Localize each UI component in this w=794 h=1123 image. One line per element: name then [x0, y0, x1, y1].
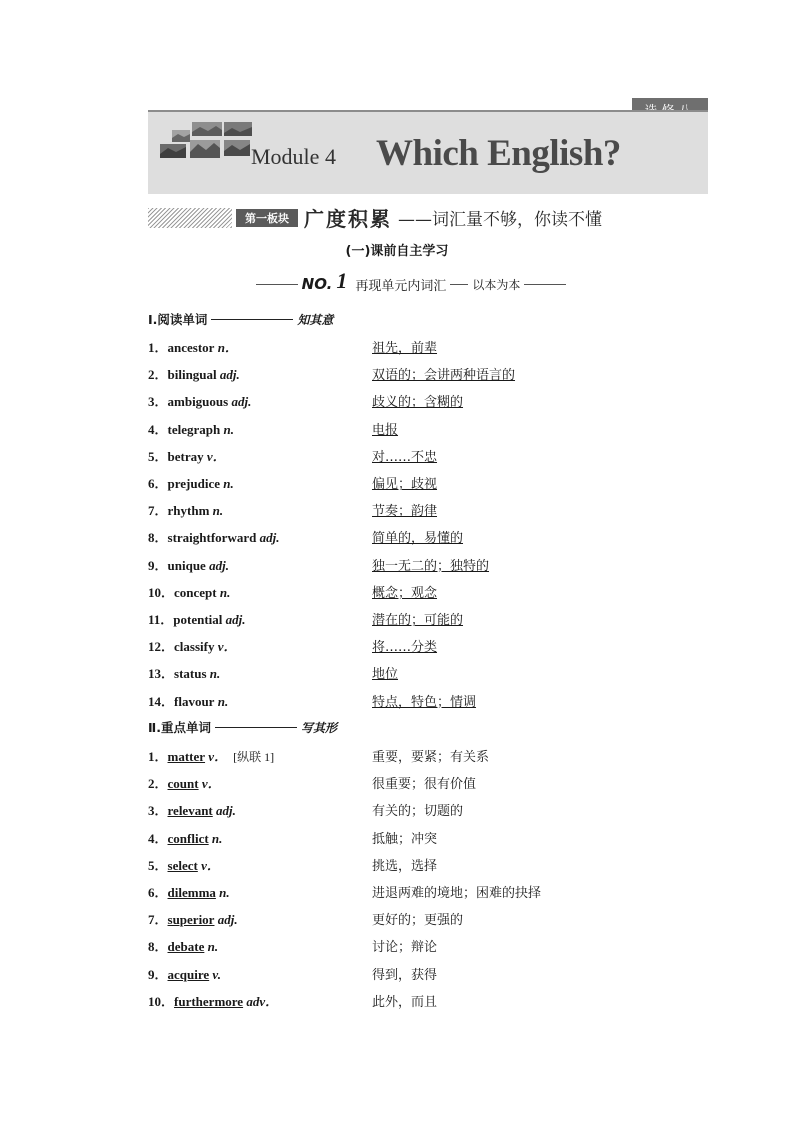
vocab-number: 4．: [148, 830, 168, 846]
vocab-pos: adj.: [214, 912, 238, 928]
vocab-row: [148, 691, 708, 711]
dash-mid: [450, 284, 468, 285]
vocab-english: [148, 500, 223, 519]
hatch-decoration: [148, 208, 232, 228]
vocab-row: [148, 419, 708, 439]
vocab-pos: adj.: [212, 803, 236, 819]
vocab-row: [148, 991, 708, 1011]
vocab-english: [148, 800, 236, 819]
module-title: Which English?: [376, 133, 621, 174]
vocab-number: 8．: [148, 939, 168, 955]
vocab-meaning: 独一无二的；独特的: [372, 558, 490, 574]
vocab-meaning: 得到，获得: [372, 967, 438, 983]
vocab-word: dilemma: [167, 885, 216, 900]
part1-rule: [211, 319, 293, 320]
vocab-row: [148, 663, 708, 683]
vocab-meaning: 将……分类: [372, 640, 438, 656]
vocab-number: 14．: [148, 693, 175, 709]
vocab-word: conflict: [167, 830, 209, 846]
vocab-number: 13．: [148, 666, 175, 682]
vocab-meaning: 歧义的；含糊的: [372, 395, 464, 411]
vocab-pos: adj.: [205, 557, 229, 573]
vocab-word: ambiguous: [167, 394, 229, 410]
vocab-english: [148, 582, 230, 601]
part2-rule: [215, 727, 297, 728]
vocab-english: [148, 964, 221, 983]
vocab-row: [148, 364, 708, 384]
vocab-pos: v．: [198, 776, 221, 792]
vocab-number: 3．: [148, 394, 168, 410]
part1-hint: 知其意: [297, 312, 334, 327]
vocab-meaning: 双语的；会讲两种语言的: [372, 368, 516, 384]
vocab-number: 6．: [148, 476, 168, 491]
vocab-meaning: 进退两难的境地；困难的抉择: [372, 886, 542, 901]
vocab-word: superior: [167, 912, 215, 928]
part1-label: Ⅰ.阅读单词: [148, 312, 208, 327]
vocab-pos: n.: [220, 421, 234, 437]
vocab-pos: n.: [220, 476, 234, 491]
vocab-word: status: [174, 666, 207, 682]
section-title: 广度积累: [304, 207, 392, 231]
vocab-meaning: 概念；观念: [372, 585, 438, 601]
vocab-row: [148, 773, 708, 793]
vocab-pos: n.: [206, 666, 221, 682]
vocab-meaning: 节奏；韵律: [372, 504, 438, 520]
vocab-meaning: 简单的，易懂的: [372, 531, 464, 547]
vocab-meaning: 重要，要紧；有关系: [372, 750, 490, 765]
vocab-english: [148, 855, 220, 874]
vocab-english: [148, 909, 238, 928]
vocab-number: 10．: [148, 584, 175, 600]
no-label: NO.: [301, 275, 333, 293]
vocab-word: debate: [167, 939, 205, 955]
vocab-number: 6．: [148, 885, 168, 900]
vocab-english: [148, 555, 229, 574]
vocab-pos: n.: [204, 939, 219, 955]
vocab-row: [148, 582, 708, 602]
vocab-meaning: 抵触；冲突: [372, 831, 438, 847]
vocab-english: [148, 391, 251, 410]
vocab-pos: n．: [214, 340, 238, 355]
vocab-english: [148, 773, 221, 792]
vocab-pos: adv．: [243, 993, 279, 1009]
no-number: 1: [336, 268, 348, 293]
vocab-word: flavour: [174, 693, 215, 709]
vocab-number: 9．: [148, 557, 168, 573]
vocab-word: betray: [167, 448, 204, 464]
vocab-english: [148, 364, 240, 383]
vocab-pos: n.: [216, 584, 231, 600]
vocab-row: [148, 855, 708, 875]
vocab-meaning: 此外，而且: [372, 994, 438, 1010]
vocab-word: unique: [167, 557, 206, 573]
vocab-word: ancestor: [167, 340, 215, 355]
part2-heading: [148, 718, 337, 736]
vocab-english: [148, 828, 222, 847]
vocab-word: classify: [174, 639, 215, 655]
vocab-pos: v．: [203, 448, 226, 464]
vocab-row: [148, 555, 708, 575]
vocab-number: 2．: [148, 367, 168, 383]
vocab-english: [148, 636, 237, 655]
part1-heading: [148, 310, 333, 328]
vocab-row: [148, 446, 708, 466]
vocab-pos: adj.: [222, 612, 246, 627]
vocab-pos: n.: [214, 693, 229, 709]
vocab-row: [148, 936, 708, 956]
vocab-word: acquire: [167, 966, 210, 982]
vocab-row: [148, 609, 708, 629]
vocab-row: [148, 337, 708, 357]
vocab-number: 4．: [148, 421, 168, 437]
vocab-word: count: [167, 776, 199, 792]
vocab-meaning: 挑选，选择: [372, 858, 438, 874]
vocab-pos: adj.: [228, 394, 252, 410]
vocab-meaning: 偏见；歧视: [372, 477, 438, 492]
vocab-pos: v.: [209, 966, 221, 982]
vocab-meaning: 特点，特色；情调: [372, 694, 477, 710]
vocab-row: [148, 391, 708, 411]
vocab-english: [148, 991, 278, 1010]
vocab-pos: adj.: [256, 530, 280, 546]
vocab-number: 1．: [148, 340, 168, 355]
vocab-number: 11．: [148, 612, 174, 627]
vocab-word: select: [167, 857, 198, 873]
vocab-english: [148, 609, 246, 628]
vocab-number: 7．: [148, 503, 168, 519]
vocab-number: 1．: [148, 749, 168, 764]
vocab-number: 8．: [148, 530, 168, 546]
vocab-row: [148, 909, 708, 929]
vocab-word: furthermore: [174, 993, 244, 1009]
vocab-pos: v．: [205, 749, 228, 764]
vocab-english: [148, 473, 234, 492]
vocab-pos: v．: [197, 857, 220, 873]
vocab-row: [148, 828, 708, 848]
vocab-number: 12．: [148, 639, 175, 655]
vocab-row: [148, 882, 708, 902]
vocab-meaning: 电报: [372, 422, 399, 438]
vocab-number: 9．: [148, 966, 168, 982]
vocab-meaning: 地位: [372, 667, 399, 683]
vocab-english: [148, 882, 230, 901]
landscape-photos-icon: [158, 122, 254, 160]
vocab-english: [148, 527, 279, 546]
vocab-word: straightforward: [167, 530, 257, 546]
vocab-pos: v．: [214, 639, 237, 655]
part2-label: Ⅱ.重点单词: [148, 720, 211, 735]
vocab-word: bilingual: [167, 367, 217, 383]
block-badge: 第一板块: [236, 209, 298, 227]
vocab-word: prejudice: [167, 476, 220, 491]
vocab-row: [148, 473, 708, 493]
no-tail: 以本为本: [472, 277, 521, 292]
vocab-pos: n.: [215, 885, 230, 900]
vocab-number: 7．: [148, 912, 168, 928]
vocab-number: 3．: [148, 803, 168, 819]
vocab-row: [148, 636, 708, 656]
vocab-row: [148, 964, 708, 984]
vocab-number: 10．: [148, 993, 175, 1009]
section-subtitle: ——词汇量不够，你读不懂: [398, 210, 602, 230]
vocab-word: concept: [174, 584, 217, 600]
vocab-meaning: 祖先，前辈: [372, 341, 438, 356]
vocab-english: [148, 663, 220, 682]
vocab-meaning: 对……不忠: [372, 449, 438, 465]
dash-left: [256, 284, 298, 285]
sub-heading: (一)课前自主学习: [345, 244, 449, 259]
vocab-number: 2．: [148, 776, 168, 792]
vocab-word: rhythm: [167, 503, 210, 519]
vocab-row: [148, 500, 708, 520]
vocab-meaning: 潜在的；可能的: [372, 613, 464, 628]
vocab-english: [148, 446, 226, 465]
part2-hint: 写其形: [300, 720, 337, 735]
vocab-english: [148, 936, 218, 955]
vocab-english: [148, 337, 238, 356]
vocab-word: telegraph: [167, 421, 221, 437]
no-text: 再现单元内词汇: [355, 278, 447, 294]
vocab-meaning: 有关的；切题的: [372, 804, 464, 820]
vocab-row: [148, 800, 708, 820]
vocab-word: relevant: [167, 803, 213, 819]
vocab-number: 5．: [148, 448, 168, 464]
vocab-pos: n.: [208, 830, 223, 846]
vocab-meaning: 很重要；很有价值: [372, 777, 477, 793]
vocab-number: 5．: [148, 857, 168, 873]
vocab-meaning: 讨论；辩论: [372, 940, 438, 956]
vocab-row: [148, 527, 708, 547]
vocab-word: matter: [167, 749, 206, 764]
dash-right: [524, 284, 566, 285]
vocab-pos: adj.: [216, 367, 240, 383]
vocab-note: [纵联 1]: [233, 750, 275, 764]
no-heading: [256, 268, 566, 296]
vocab-english: [148, 691, 228, 710]
vocab-english: [148, 419, 234, 438]
vocab-word: potential: [173, 612, 223, 627]
vocab-meaning: 更好的；更强的: [372, 913, 464, 929]
vocab-row: [148, 746, 708, 766]
module-number: Module 4: [251, 144, 336, 169]
vocab-english: [148, 746, 274, 765]
vocab-pos: n.: [209, 503, 224, 519]
